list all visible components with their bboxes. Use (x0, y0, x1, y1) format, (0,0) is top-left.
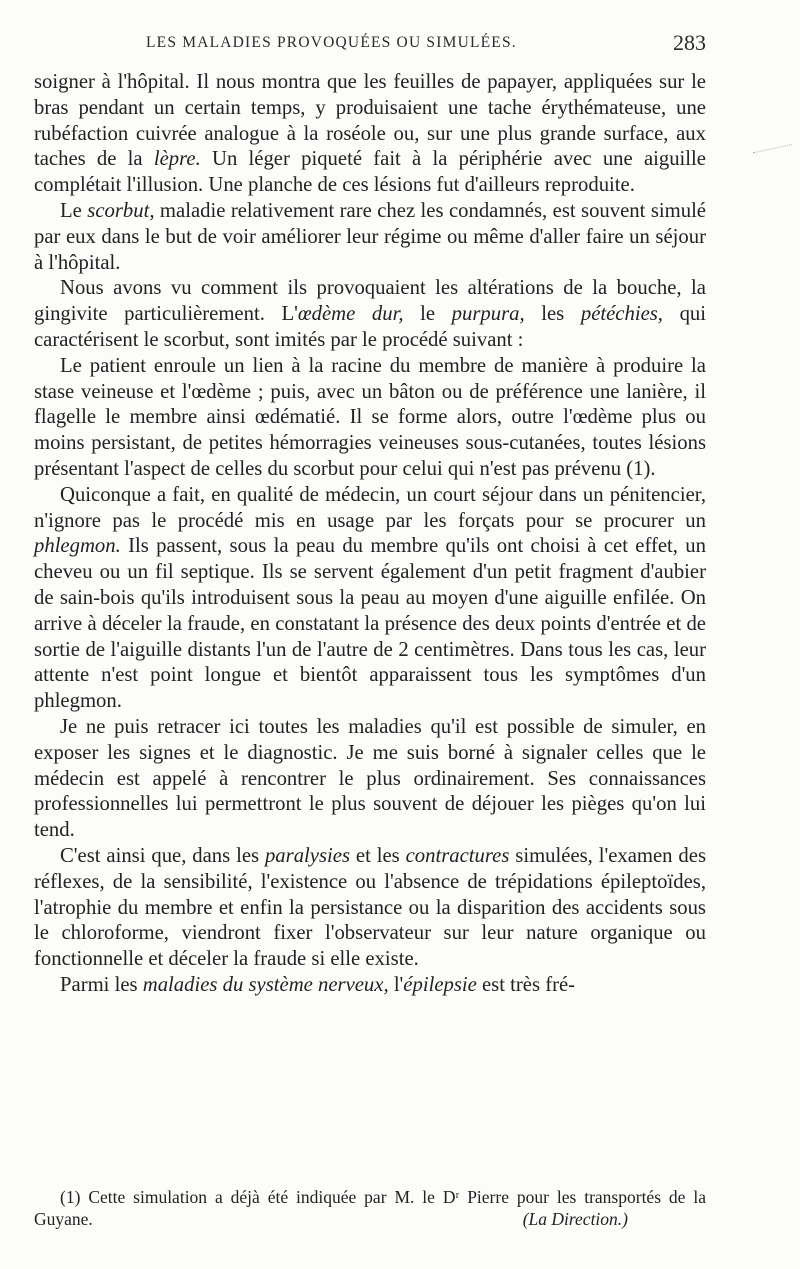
margin-smudge (753, 144, 795, 167)
paragraph-6: Je ne puis retracer ici toutes les maladies qu'il est possible de simuler, en exposer les signes et le diagnostic. Je me suis borné à signaler celles que le médecin est appelé à rencontrer le plus ordinairement. Ses connaissances professionnelles lui permettront le plus souvent de déjouer les pièges qu'on lui tend. (34, 715, 706, 842)
paragraph-8: Parmi les maladies du système nerveux, l'épilepsie est très fré- (60, 973, 576, 996)
running-header (34, 30, 706, 58)
body-text (34, 70, 706, 999)
paragraph-4: Le patient enroule un lien à la racine du membre de manière à produire la stase veineuse et l'œdème ; puis, avec un bâton ou de préférence une lanière, il flagelle le membre ainsi œdématié. Il se forme alors, outre l'œdème plus ou moins persistant, de petites hémorragies veineuses sous-cutanées, toutes lésions présentant l'aspect de celles du scorbut pour celui qui n'est pas prévenu (1). (34, 354, 706, 480)
footnote (34, 1186, 706, 1230)
page-number: 283 (673, 30, 706, 55)
paragraph-1: soigner à l'hôpital. Il nous montra que les feuilles de papayer, appliquées sur le bras pendant un certain temps, y produisaient une tache érythémateuse, une rubéfaction cuivrée analogue à la roséole ou, sur une plus grande surface, aux taches de la lèpre. Un léger piqueté fait à la périphérie avec une aiguille complétait l'illusion. Une planche de ces lésions fut d'ailleurs reproduite. (34, 71, 706, 197)
footnote-text: (1) Cette simulation a déjà été indiquée par M. le Dʳ Pierre pour les transportés de la Guyane. (34, 1187, 706, 1229)
footnote-signature: (La Direction.) (522, 1209, 628, 1229)
paragraph-7: C'est ainsi que, dans les paralysies et les contractures simulées, l'examen des réflexes, de la sensibilité, l'existence ou l'absence de trépidations épileptoïdes, l'atrophie du membre et enfin la persistance ou la disparition des accidents sous le chloroforme, viendront fixer l'observateur sur leur nature organique ou fonctionnelle et déceler la fraude si elle existe. (34, 844, 706, 971)
paragraph-2: Le scorbut, maladie relativement rare chez les condamnés, est souvent simulé par eux dans le but de voir améliorer leur régime ou même d'aller faire un séjour à l'hôpital. (34, 199, 706, 274)
paragraph-5: Quiconque a fait, en qualité de médecin, un court séjour dans un pénitencier, n'ignore pas le procédé mis en usage par les forçats pour se procurer un phlegmon. Ils passent, sous la peau du membre qu'ils ont choisi à cet effet, un cheveu ou un fil septique. Ils se servent également d'un petit fragment d'aubier de sain-bois qu'ils introduisent sous la peau au moyen d'une aiguille enfilée. On arrive à déceler la fraude, en constatant la présence des deux points d'entrée et de sortie de l'aiguille distants l'un de l'autre de 2 centimètres. Dans tous les cas, leur attente n'est point longue et bientôt apparaissent tous les symptômes d'un phlegmon. (34, 483, 706, 713)
paragraph-3: Nous avons vu comment ils provoquaient les altérations de la bouche, la gingivite particulièrement. L'œdème dur, le purpura, les pétéchies, qui caractérisent le scorbut, sont imités par le procédé suivant : (34, 277, 707, 351)
running-title: LES MALADIES PROVOQUÉES OU SIMULÉES. (146, 34, 517, 51)
